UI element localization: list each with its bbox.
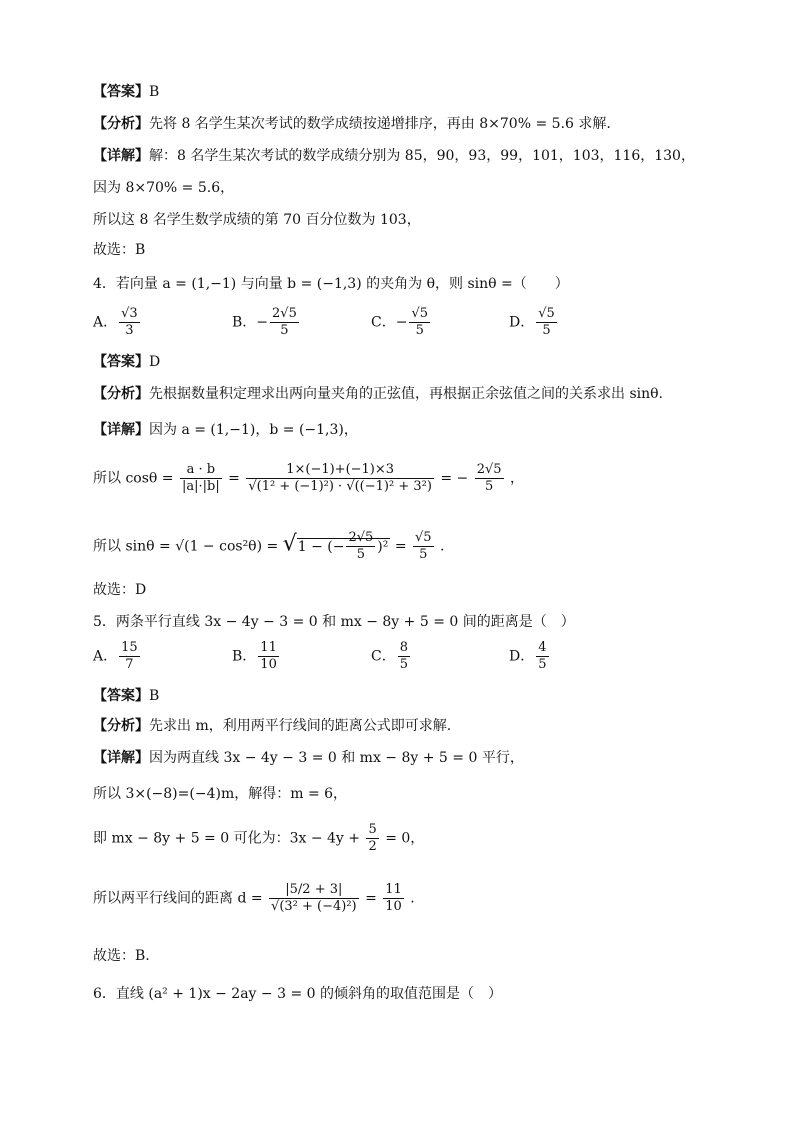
cos-frac-vector: $\frac{a \cdot b}{|a|\cdot|b|}$ — [181, 462, 220, 494]
answer-tag: 【答案】 — [93, 84, 149, 100]
analysis-3 — [93, 114, 611, 134]
q5-option-d: D． $\frac{4}{5}$ — [509, 640, 547, 672]
detail-4-sin: 所以 sinθ = √(1 − cos²θ) = √1 − (− $\frac{2√5}{5}$ )² = $\frac{√5}{5}$ . — [93, 530, 445, 562]
question-5-stem: 5．两条平行直线 3x − 4y − 3 = 0 和 mx − 8y + 5 = 0 间的距离是（ ） — [93, 614, 575, 630]
detail-4-cos: 所以 cosθ = $\frac{a \cdot b}{|a|\cdot|b|}$ = $\frac{1\times(-1)+(-1)\times 3}{\text{√(1² + (−1)²) · √((−1)² + 3²)}}$ = − $\frac{2√5}{5}$ ， — [93, 462, 525, 494]
detail-4-line1: 【详解】因为 a = (1,−1)，b = (−1,3)， — [93, 422, 358, 438]
detail-tag: 【详解】 — [93, 148, 149, 164]
detail-4-final: 故选：D — [93, 582, 147, 598]
detail-3-line2: 因为 8×70% = 5.6， — [93, 180, 235, 196]
answer-3 — [93, 82, 159, 102]
analysis-4: 【分析】先根据数量积定理求出两向量夹角的正弦值，再根据正余弦值之间的关系求出 sinθ. — [93, 386, 664, 402]
detail-3-line4: 故选：B — [93, 242, 146, 258]
answer-value: B — [149, 84, 160, 100]
question-4-stem: 4．若向量 a = (1,−1) 与向量 b = (−1,3) 的夹角为 θ，则 sinθ =（ ） — [93, 276, 569, 292]
detail-5-line2: 所以 3×(−8)=(−4)m，解得：m = 6， — [93, 786, 348, 802]
cos-frac-values: $\frac{1\times(-1)+(-1)\times 3}{\text{√(1² + (−1)²) · √((−1)² + 3²)}}$ — [248, 462, 432, 494]
answer-5: 【答案】B — [93, 688, 160, 704]
q5-option-a: A． $\frac{15}{7}$ — [93, 640, 138, 672]
detail-5-line3: 即 mx − 8y + 5 = 0 可化为：3x − 4y + $\frac{5}{2}$ = 0， — [93, 822, 425, 854]
detail-5-line1: 【详解】因为两直线 3x − 4y − 3 = 0 和 mx − 8y + 5 = 0 平行， — [93, 750, 524, 766]
q4-option-d: D． $\frac{√5}{5}$ — [509, 306, 555, 338]
answer-4: 【答案】D — [93, 354, 161, 370]
detail-5-final: 故选：B. — [93, 948, 150, 964]
question-6-stem: 6．直线 (a² + 1)x − 2ay − 3 = 0 的倾斜角的取值范围是（ ） — [93, 986, 502, 1002]
q4-option-c: C．− $\frac{√5}{5}$ — [371, 306, 429, 338]
q4-option-a: A． $\frac{√3}{3}$ — [93, 306, 138, 338]
q5-option-b: B． $\frac{11}{10}$ — [232, 640, 277, 672]
analysis-text: 先将 8 名学生某次考试的数学成绩按递增排序，再由 8×70% = 5.6 求解. — [149, 116, 611, 132]
analysis-tag: 【分析】 — [93, 116, 149, 132]
detail-5-distance: 所以两平行线间的距离 d = $\frac{|5/2 + 3|}{\text{√(3² + (−4)²)}}$ = $\frac{11}{10}$ . — [93, 882, 415, 914]
analysis-5: 【分析】先求出 m，利用两平行线间的距离公式即可求解. — [93, 718, 452, 734]
q5-option-c: C． $\frac{8}{5}$ — [371, 640, 408, 672]
detail-3-line1 — [93, 146, 695, 166]
detail-3-line3: 所以这 8 名学生数学成绩的第 70 百分位数为 103， — [93, 212, 421, 228]
detail-text: 解：8 名学生某次考试的数学成绩分别为 85，90，93，99，101，103，116，130， — [149, 148, 695, 164]
q4-option-b: B．− $\frac{2√5}{5}$ — [232, 306, 297, 338]
